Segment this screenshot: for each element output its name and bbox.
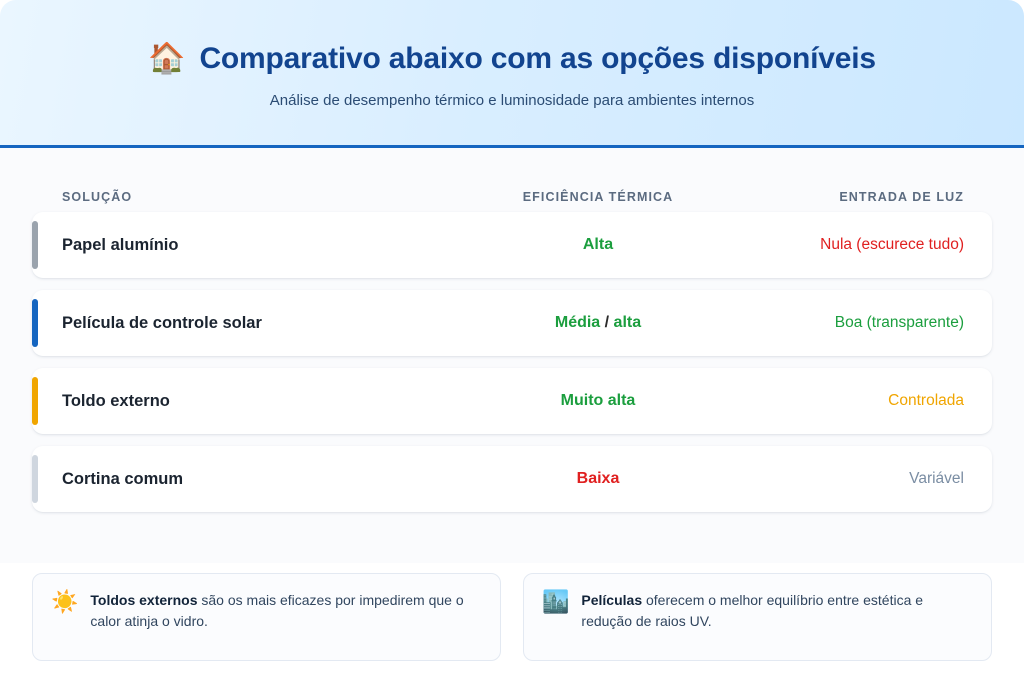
solution-name: Toldo externo: [62, 391, 170, 410]
house-icon: 🏠: [148, 42, 186, 75]
page-title: Comparativo abaixo com as opções disponíveis: [199, 42, 876, 75]
note-text: [581, 590, 973, 632]
light-value: Boa (transparente): [834, 314, 964, 331]
note-body: são os mais eficazes por impedirem que o calor atinja o vidro.: [90, 592, 464, 629]
solution-name: Cortina comum: [62, 469, 184, 488]
window-film-icon: 🏙️: [542, 589, 570, 614]
thermal-value: Alta: [582, 236, 614, 253]
thermal-value: [482, 314, 714, 332]
light-value: Nula (escurece tudo): [820, 236, 964, 253]
title-row: [148, 42, 876, 76]
table-header-row: [32, 182, 992, 212]
header: [0, 0, 1024, 148]
row-accent-bar: [32, 299, 38, 347]
note-card: [32, 573, 501, 661]
row-accent-bar: [32, 455, 38, 503]
thermal-value: Muito alta: [560, 392, 636, 409]
table-row: [32, 290, 992, 356]
thermal-value-separator: /: [600, 314, 614, 331]
thermal-value-primary: Média: [554, 314, 601, 331]
light-value: Controlada: [888, 392, 964, 409]
table-row: [32, 212, 992, 278]
solution-name: Papel alumínio: [62, 235, 179, 254]
solution-name: Película de controle solar: [62, 313, 262, 332]
note-card: [523, 573, 992, 661]
note-lead: Películas: [581, 592, 643, 608]
thermal-value: Baixa: [576, 470, 620, 487]
note-body: oferecem o melhor equilíbrio entre estética e redução de raios UV.: [581, 592, 924, 629]
page-subtitle: Análise de desempenho térmico e luminosidade para ambientes internos: [269, 92, 755, 109]
thermal-value-secondary: alta: [613, 314, 642, 331]
light-value: Variável: [909, 470, 964, 487]
notes-section: [0, 563, 1024, 661]
row-accent-bar: [32, 221, 38, 269]
row-accent-bar: [32, 377, 38, 425]
note-text: [90, 590, 482, 632]
sun-icon: ☀️: [51, 589, 79, 614]
comparison-table: [0, 148, 1024, 563]
note-lead: Toldos externos: [90, 592, 198, 608]
table-row: [32, 446, 992, 512]
column-header-solution: SOLUÇÃO: [62, 190, 133, 204]
table-row: [32, 368, 992, 434]
column-header-thermal: EFICIÊNCIA TÉRMICA: [522, 190, 674, 204]
column-header-light: ENTRADA DE LUZ: [839, 190, 964, 204]
